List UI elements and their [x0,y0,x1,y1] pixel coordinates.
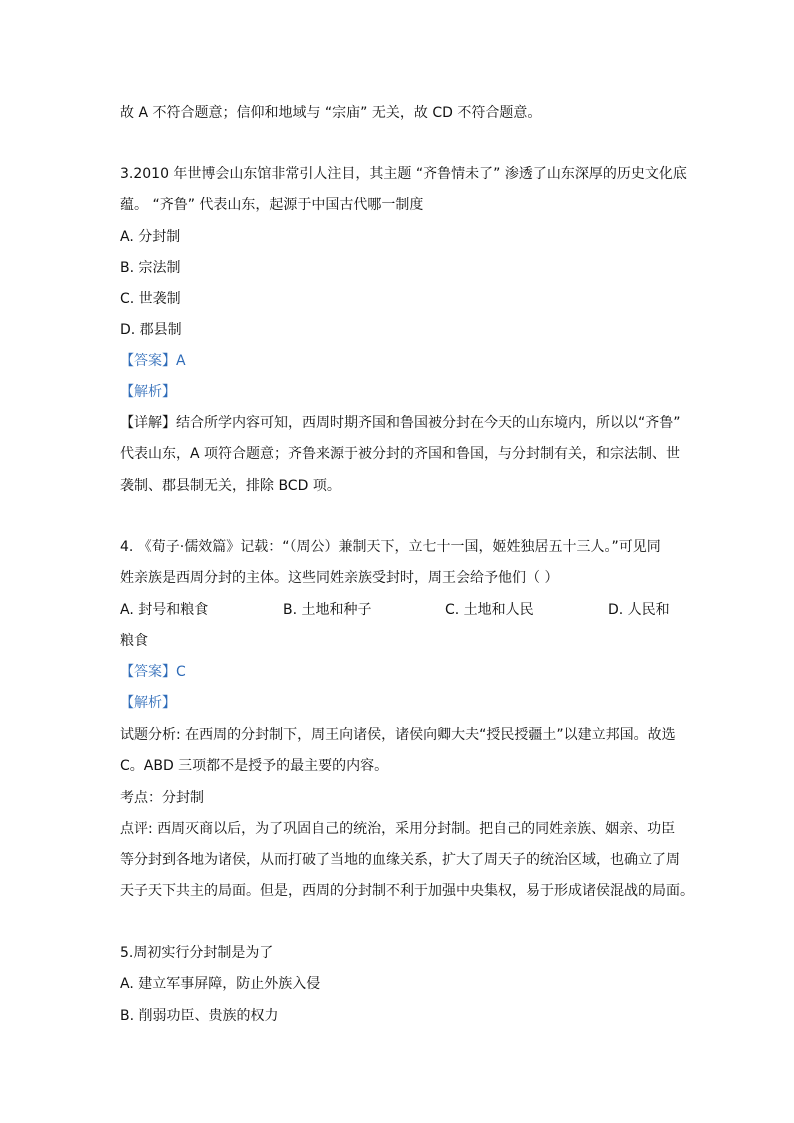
option-a: A. 建立军事屏障，防止外族入侵 [120,976,321,992]
answer-label: 【答案】A [120,353,186,369]
option-a: A. 封号和粮食 [120,602,209,618]
option-a: A. 分封制 [120,229,181,245]
question-4-options [120,600,680,620]
comment-line: 点评: 西周灭商以后，为了巩固自己的统治，采用分封制。把自己的同姓亲族、姻亲、功臣 [120,821,676,837]
option-d: D. 郡县制 [120,322,182,338]
option-b: B. 宗法制 [120,260,181,276]
explanation-line: 袭制、郡县制无关，排除 BCD 项。 [120,478,341,494]
option-c: C. 土地和人民 [445,602,534,618]
explanation-line: 代表山东，A 项符合题意；齐鲁来源于被分封的齐国和鲁国，与分封制有关，和宗法制、世 [120,446,681,462]
analysis-line: C。ABD 三项都不是授予的最主要的内容。 [120,758,389,774]
analysis-label: 【解析】 [120,695,176,711]
question-3-stem: 3.2010 年世博会山东馆非常引人注目，其主题 “齐鲁情未了” 渗透了山东深厚的历史文化底 [120,166,687,182]
explanation-line: 【详解】结合所学内容可知，西周时期齐国和鲁国被分封在今天的山东境内，所以以“齐鲁” [120,415,681,431]
question-4-stem: 4. 《荀子·儒效篇》记载：“（周公）兼制天下，立七十一国，姬姓独居五十三人。”可见同 [120,539,661,555]
question-3-stem-cont: 蕴。 “齐鲁” 代表山东，起源于中国古代哪一制度 [120,197,424,213]
option-b: B. 土地和种子 [283,602,372,618]
test-point: 考点：分封制 [120,790,204,806]
text-line: 故 A 不符合题意；信仰和地域与 “宗庙” 无关，故 CD 不符合题意。 [120,105,542,121]
answer-label: 【答案】C [120,664,186,680]
question-5-stem: 5.周初实行分封制是为了 [120,945,274,961]
comment-line: 等分封到各地为诸侯，从而打破了当地的血缘关系，扩大了周天子的统治区域，也确立了周 [120,852,680,868]
analysis-line: 试题分析: 在西周的分封制下，周王向诸侯，诸侯向卿大夫“授民授疆土”以建立邦国。故选 [120,727,676,743]
option-d-cont: 粮食 [120,633,148,649]
option-c: C. 世袭制 [120,291,181,307]
option-d: D. 人民和 [608,602,670,618]
question-4-stem-cont: 姓亲族是西周分封的主体。这些同姓亲族受封时，周王会给予他们（ ） [120,570,559,586]
comment-line: 天子天下共主的局面。但是，西周的分封制不利于加强中央集权，易于形成诸侯混战的局面。 [120,883,694,899]
analysis-label: 【解析】 [120,384,176,400]
option-b: B. 削弱功臣、贵族的权力 [120,1008,279,1024]
